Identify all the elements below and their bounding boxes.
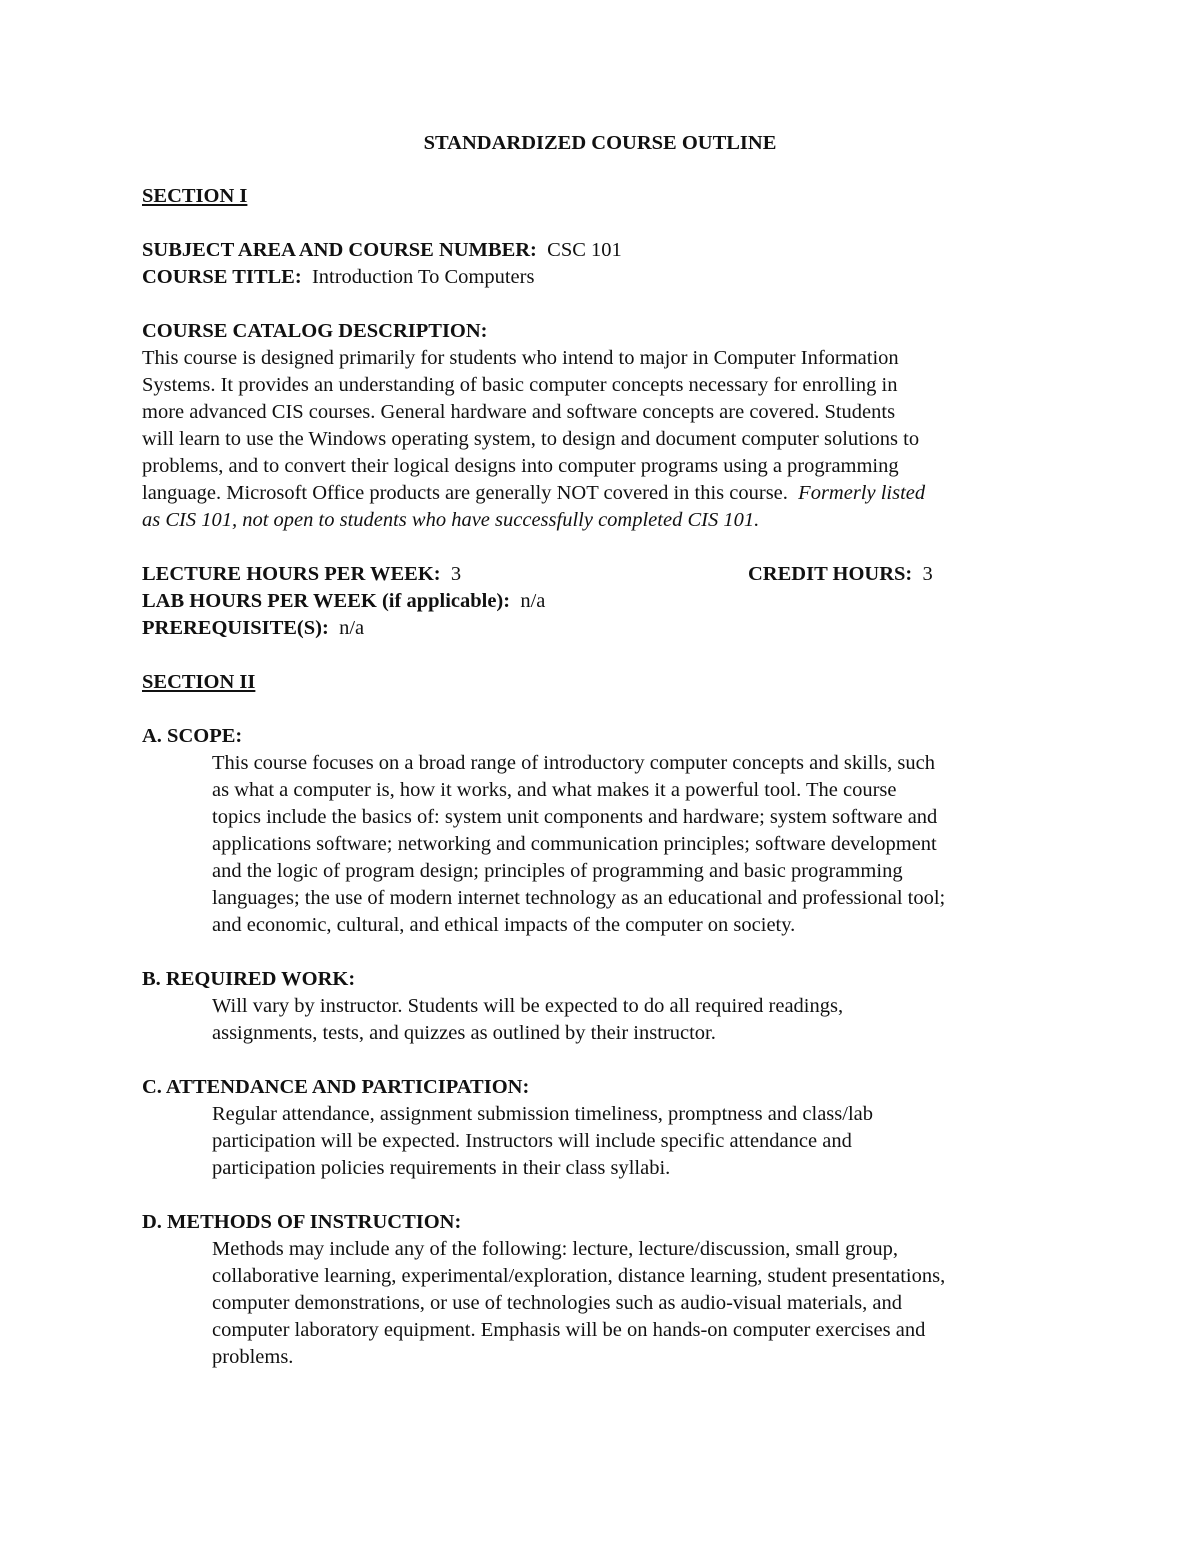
attendance-heading: C. ATTENDANCE AND PARTICIPATION: [142, 1076, 530, 1098]
attendance-line: Regular attendance, assignment submission timeliness, promptness and class/lab [212, 1103, 874, 1125]
course-title-label: COURSE TITLE: [142, 266, 302, 288]
subject-area-row [142, 237, 622, 264]
scope-line: This course focuses on a broad range of introductory computer concepts and skills, such [212, 752, 935, 774]
lab-hours-row [142, 588, 545, 615]
section-2-heading: SECTION II [142, 671, 256, 693]
prerequisites-row [142, 615, 364, 642]
catalog-description-heading: COURSE CATALOG DESCRIPTION: [142, 320, 488, 342]
scope-line: and economic, cultural, and ethical impacts of the computer on society. [212, 914, 796, 936]
methods-heading: D. METHODS OF INSTRUCTION: [142, 1211, 462, 1233]
credit-hours-value: 3 [922, 563, 933, 585]
required-work-heading: B. REQUIRED WORK: [142, 968, 356, 990]
methods-line: computer demonstrations, or use of technologies such as audio-visual materials, and [212, 1292, 902, 1314]
catalog-line-italic: Formerly listed [798, 482, 926, 504]
methods-line: collaborative learning, experimental/exploration, distance learning, student presentations, [212, 1265, 946, 1287]
scope-line: as what a computer is, how it works, and what makes it a powerful tool. The course [212, 779, 897, 801]
credit-hours-label: CREDIT HOURS: [748, 563, 913, 585]
attendance-line: participation will be expected. Instructors will include specific attendance and [212, 1130, 852, 1152]
methods-line: problems. [212, 1346, 294, 1368]
scope-line: topics include the basics of: system unit components and hardware; system software and [212, 806, 938, 828]
attendance-line: participation policies requirements in their class syllabi. [212, 1157, 671, 1179]
credit-hours-row [748, 561, 933, 588]
scope-line: applications software; networking and communication principles; software development [212, 833, 937, 855]
catalog-line: Systems. It provides an understanding of basic computer concepts necessary for enrolling in [142, 374, 898, 396]
catalog-line: will learn to use the Windows operating system, to design and document computer solutions to [142, 428, 920, 450]
catalog-line: This course is designed primarily for students who intend to major in Computer Information [142, 347, 899, 369]
catalog-line-italic-note: as CIS 101, not open to students who have successfully completed CIS 101. [142, 509, 760, 531]
scope-line: and the logic of program design; principles of programming and basic programming [212, 860, 903, 882]
course-title-row [142, 264, 534, 291]
lecture-hours-label: LECTURE HOURS PER WEEK: [142, 563, 441, 585]
required-work-line: assignments, tests, and quizzes as outlined by their instructor. [212, 1022, 716, 1044]
required-work-line: Will vary by instructor. Students will be expected to do all required readings, [212, 995, 844, 1017]
section-1-heading: SECTION I [142, 185, 248, 207]
methods-line: computer laboratory equipment. Emphasis will be on hands-on computer exercises and [212, 1319, 926, 1341]
lab-hours-label: LAB HOURS PER WEEK (if applicable): [142, 590, 511, 612]
subject-area-label: SUBJECT AREA AND COURSE NUMBER: [142, 239, 537, 261]
catalog-line-plain: language. Microsoft Office products are generally NOT covered in this course. [142, 482, 788, 504]
lab-hours-value: n/a [520, 590, 546, 612]
catalog-line: problems, and to convert their logical designs into computer programs using a programming [142, 455, 899, 477]
lecture-hours-row [142, 561, 461, 588]
scope-heading: A. SCOPE: [142, 725, 243, 747]
catalog-line: more advanced CIS courses. General hardware and software concepts are covered. Students [142, 401, 896, 423]
catalog-line [142, 480, 925, 507]
page-title: STANDARDIZED COURSE OUTLINE [423, 132, 777, 154]
methods-line: Methods may include any of the following: lecture, lecture/discussion, small group, [212, 1238, 899, 1260]
prerequisites-label: PREREQUISITE(S): [142, 617, 329, 639]
course-title-value: Introduction To Computers [311, 266, 535, 288]
lecture-hours-value: 3 [450, 563, 462, 585]
subject-area-value: CSC 101 [547, 239, 622, 261]
scope-line: languages; the use of modern internet technology as an educational and professional tool; [212, 887, 946, 909]
prerequisites-value: n/a [339, 617, 365, 639]
